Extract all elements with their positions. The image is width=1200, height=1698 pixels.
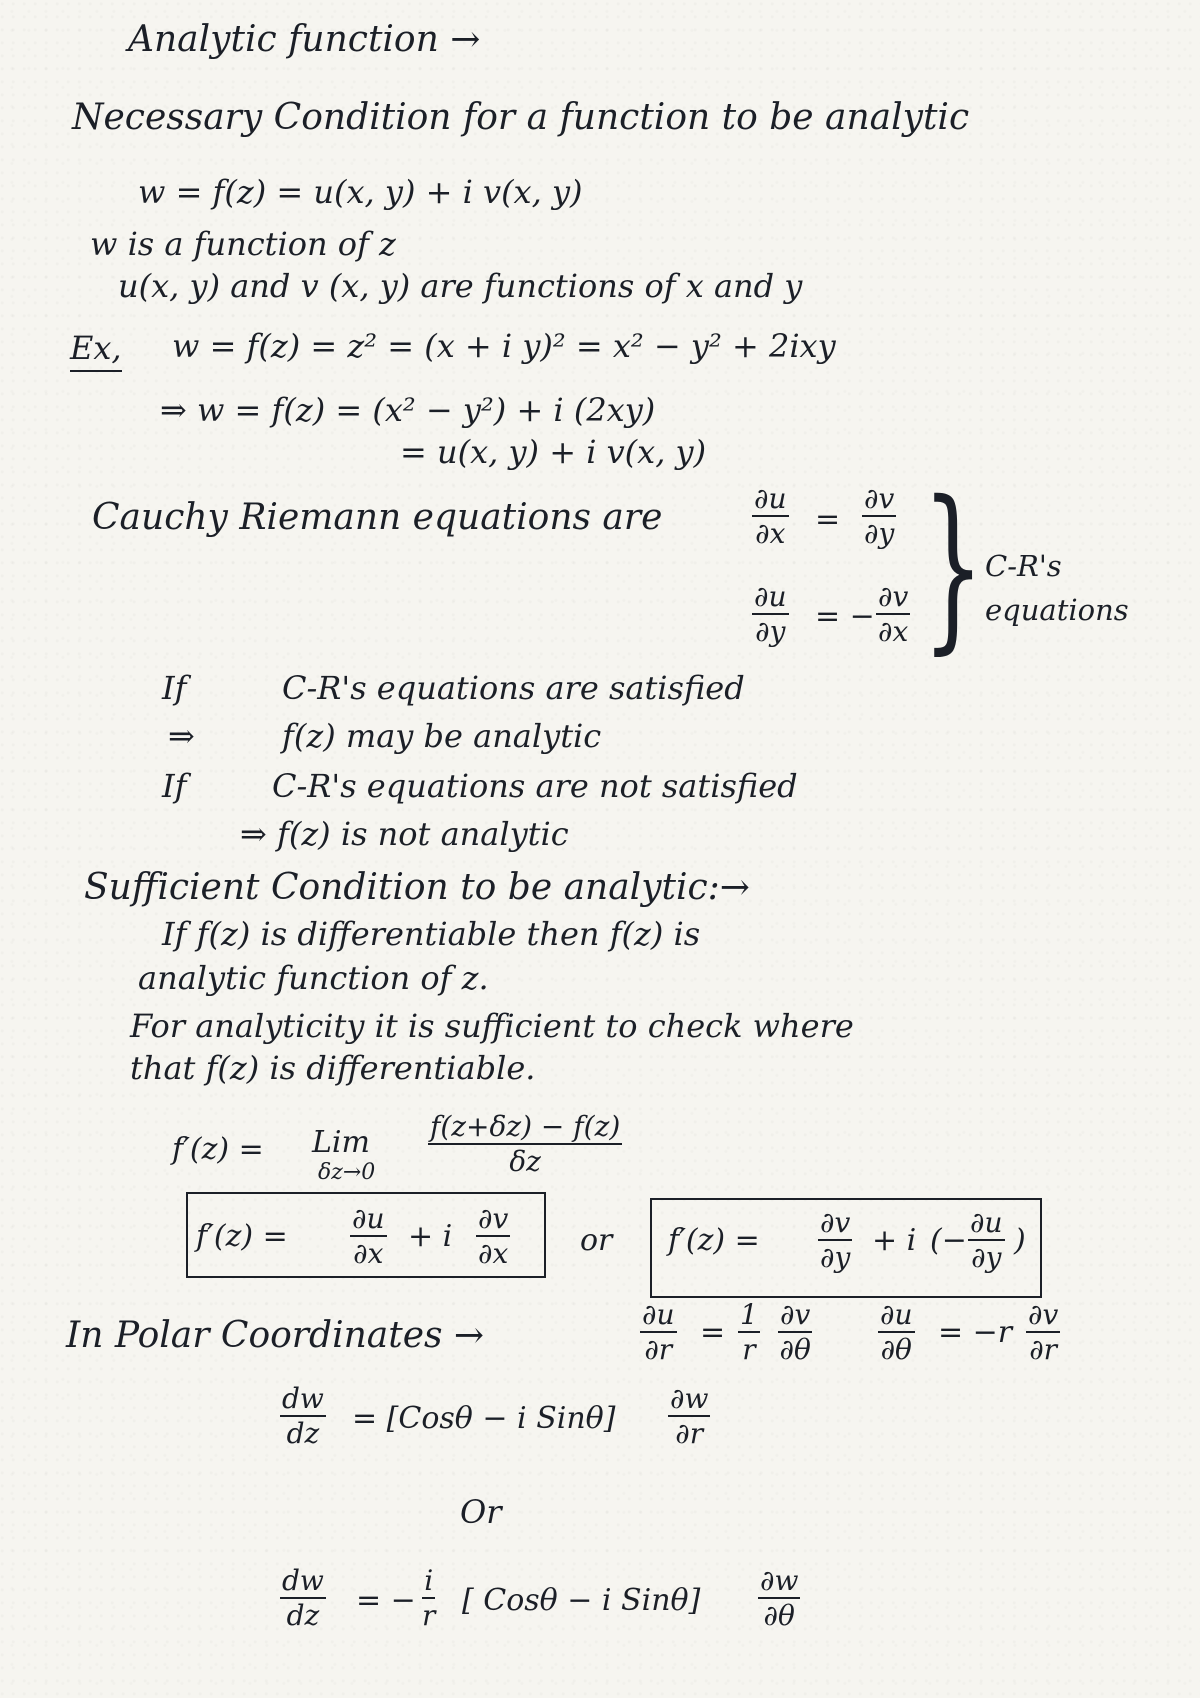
uv-functions-line: u(x, y) and v (x, y) are functions of x and y	[118, 267, 803, 305]
cr-eq2-lhs: $\frac{\partial u}{\partial y}$	[754, 580, 787, 649]
polar-heading: In Polar Coordinates →	[66, 1315, 485, 1356]
example-underline	[70, 370, 122, 372]
dwdz2-mid: [ Cosθ − i Sinθ]	[462, 1583, 701, 1618]
dwdz1-rhs: $\frac{\partial w}{\partial r}$	[670, 1382, 709, 1451]
box1-lhs: f′(z) =	[196, 1219, 288, 1254]
box1-frac-2: $\frac{\partial v}{\partial x}$	[478, 1202, 509, 1271]
or-label: or	[580, 1223, 613, 1258]
sufficient-line-1: If f(z) is differentiable then f(z) is	[162, 915, 701, 953]
polar-eq2-op: = −r	[938, 1315, 1013, 1350]
cr-eq1-lhs: $\frac{\partial u}{\partial x}$	[754, 482, 787, 551]
box2-paren-close: )	[1014, 1223, 1026, 1258]
w-definition: w = f(z) = u(x, y) + i v(x, y)	[138, 173, 583, 211]
cr-intro: Cauchy Riemann equations are	[92, 497, 663, 538]
sufficient-line-2: analytic function of z.	[138, 959, 489, 997]
sufficient-line-4: that f(z) is differentiable.	[130, 1049, 536, 1087]
example-line-3: = u(x, y) + i v(x, y)	[400, 433, 707, 471]
if2-label: If	[162, 767, 187, 805]
cr-label-1: C-R's	[985, 549, 1062, 583]
box2-frac-1: $\frac{\partial v}{\partial y}$	[820, 1206, 851, 1275]
cr-eq2-rhs: $\frac{\partial v}{\partial x}$	[878, 580, 909, 649]
example-line-1: w = f(z) = z² = (x + i y)² = x² − y² + 2ixy	[172, 327, 836, 365]
box2-lhs: f′(z) =	[668, 1223, 760, 1258]
or-2: Or	[460, 1493, 502, 1531]
if1-result: f(z) may be analytic	[282, 717, 602, 755]
dwdz1-mid: = [Cosθ − i Sinθ]	[352, 1401, 616, 1436]
dwdz2-eq: = −	[356, 1583, 416, 1618]
w-is-function-of-z: w is a function of z	[90, 225, 396, 263]
polar-eq1-op: =	[700, 1315, 726, 1350]
box1-frac-1: $\frac{\partial u}{\partial x}$	[352, 1202, 385, 1271]
dwdz1-lhs: $\frac{dw}{dz}$	[282, 1382, 324, 1451]
cr-eq1-rhs: $\frac{\partial v}{\partial y}$	[864, 482, 895, 551]
polar-eq1-rhs: $\frac{\partial v}{\partial\theta}$	[779, 1298, 811, 1367]
polar-eq1-coef: $\frac{1}{r}$	[740, 1298, 758, 1367]
box1-plus-i: + i	[408, 1219, 453, 1254]
derivative-lim: Lim	[312, 1125, 370, 1160]
cr-brace: }	[922, 463, 985, 670]
derivative-lhs: f′(z) =	[172, 1132, 264, 1167]
dwdz2-coef: $\frac{i}{r}$	[422, 1564, 436, 1633]
dwdz2-rhs: $\frac{\partial w}{\partial\theta}$	[760, 1564, 799, 1633]
cr-label-2: equations	[985, 593, 1129, 627]
polar-eq1-lhs: $\frac{\partial u}{\partial r}$	[642, 1298, 675, 1367]
example-label: Ex,	[70, 329, 122, 367]
polar-eq2-rhs: $\frac{\partial v}{\partial r}$	[1028, 1298, 1059, 1367]
if1-label: If	[162, 669, 187, 707]
derivative-fraction: $\frac{f(z+\delta z) - f(z)}{\delta z}$	[430, 1110, 621, 1179]
box2-plus-i: + i	[872, 1223, 917, 1258]
necessary-heading: Necessary Condition for a function to be analytic	[72, 97, 970, 138]
box2-paren-open: (−	[930, 1223, 967, 1258]
box2-frac-2: $\frac{\partial u}{\partial y}$	[970, 1206, 1003, 1275]
if1-arrow: ⇒	[168, 717, 195, 755]
example-line-2: ⇒ w = f(z) = (x² − y²) + i (2xy)	[160, 391, 656, 429]
cr-eq2-op: = −	[815, 599, 875, 634]
title: Analytic function →	[128, 19, 481, 60]
sufficient-line-3: For analyticity it is sufficient to check where	[130, 1007, 854, 1045]
if1-condition: C-R's equations are satisfied	[282, 669, 745, 707]
if2-result: ⇒ f(z) is not analytic	[240, 815, 569, 853]
polar-eq2-lhs: $\frac{\partial u}{\partial\theta}$	[880, 1298, 913, 1367]
if2-condition: C-R's equations are not satisfied	[272, 767, 798, 805]
cr-eq1-op: =	[815, 502, 841, 537]
sufficient-heading: Sufficient Condition to be analytic:→	[84, 867, 750, 908]
dwdz2-lhs: $\frac{dw}{dz}$	[282, 1564, 324, 1633]
derivative-lim-sub: δz→0	[318, 1160, 376, 1185]
